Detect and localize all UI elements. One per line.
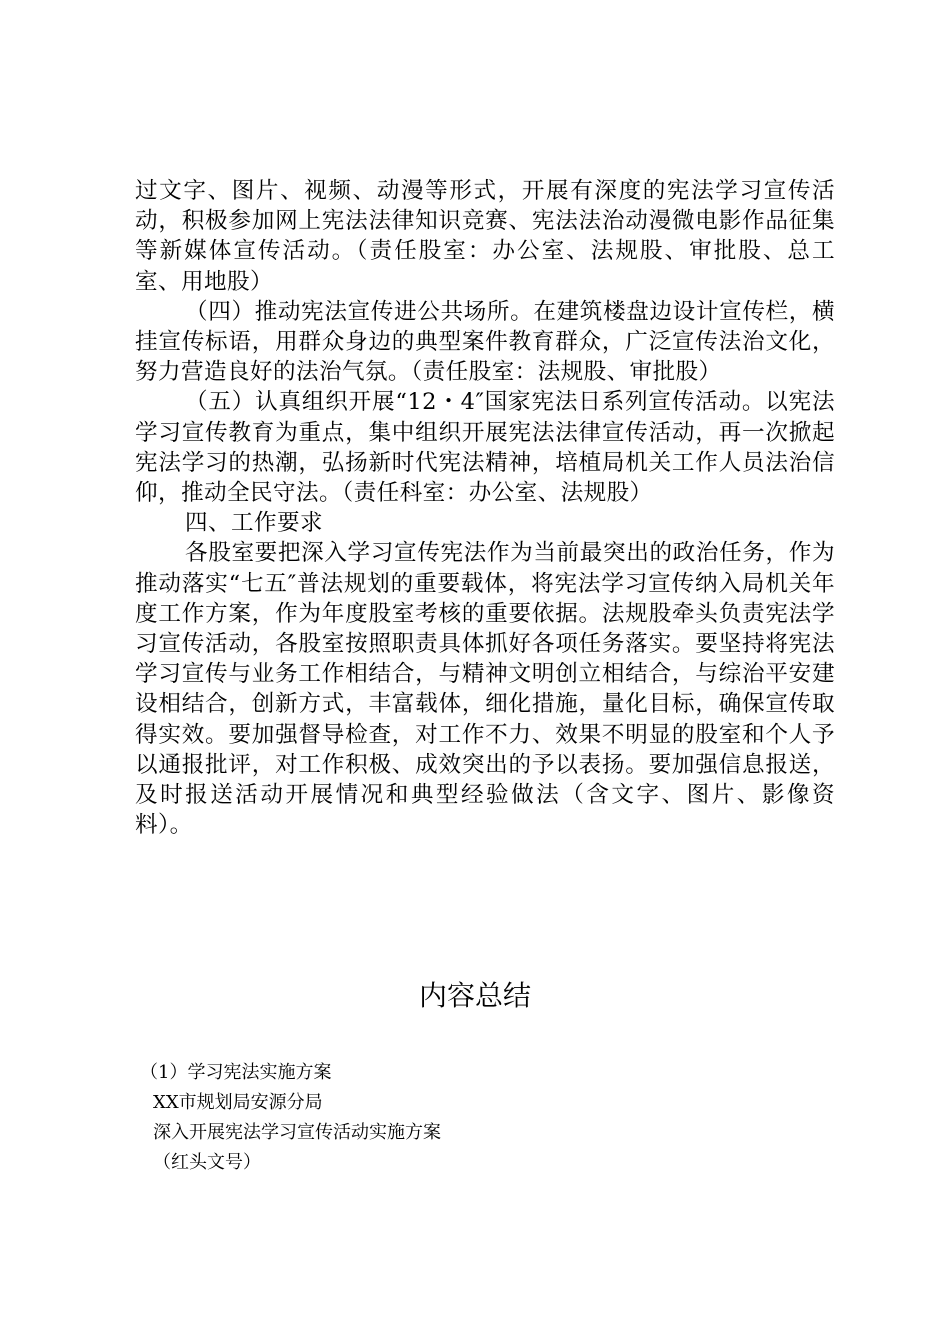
- paragraph-media-activities: 过文字、图片、视频、动漫等形式，开展有深度的宪法学习宣传活动，积极参加网上宪法法律知识竞赛、宪法法治动漫微电影作品征集等新媒体宣传活动。（责任股室：办公室、法规股、审批股、总工室、用地股）: [135, 178, 835, 295]
- body-text: [135, 176, 835, 840]
- summary-title: 内容总结: [418, 979, 531, 1012]
- summary-item: 深入开展宪法学习宣传活动实施方案: [153, 1122, 441, 1143]
- summary-item: （1）学习宪法实施方案: [140, 1062, 332, 1083]
- summary-item: （红头文号）: [153, 1152, 261, 1173]
- summary-list: [140, 1058, 740, 1178]
- summary-item: XX市规划局安源分局: [153, 1092, 323, 1113]
- paragraph-work-requirements: 各股室要把深入学习宣传宪法作为当前最突出的政治任务，作为推动落实“七五″普法规划的重要载体，将宪法学习宣传纳入局机关年度工作方案，作为年度股室考核的重要依据。法规股牵头负责宪法学习宣传活动，各股室按照职责具体抓好各项任务落实。要坚持将宪法学习宣传与业务工作相结合，与精神文明创立相结合，与综治平安建设相结合，创新方式，丰富载体，细化措施，量化目标，确保宣传取得实效。要加强督导检查，对工作不力、效果不明显的股室和个人予以通报批评，对工作积极、成效突出的予以表扬。要加强信息报送，及时报送活动开展情况和典型经验做法（含文字、图片、影像资料）。: [135, 540, 835, 839]
- paragraph-constitution-day: （五）认真组织开展“12・4″国家宪法日系列宣传活动。以宪法学习宣传教育为重点，集中组织开展宪法法律宣传活动，再一次掀起宪法学习的热潮，弘扬新时代宪法精神，培植局机关工作人员法治信仰，推动全民守法。（责任科室：办公室、法规股）: [135, 389, 835, 507]
- section-heading-work-requirements: 四、工作要求: [185, 510, 323, 537]
- paragraph-public-places: （四）推动宪法宣传进公共场所。在建筑楼盘边设计宣传栏，横挂宣传标语，用群众身边的典型案件教育群众，广泛宣传法治文化，努力营造良好的法治气氛。（责任股室：法规股、审批股）: [135, 298, 835, 386]
